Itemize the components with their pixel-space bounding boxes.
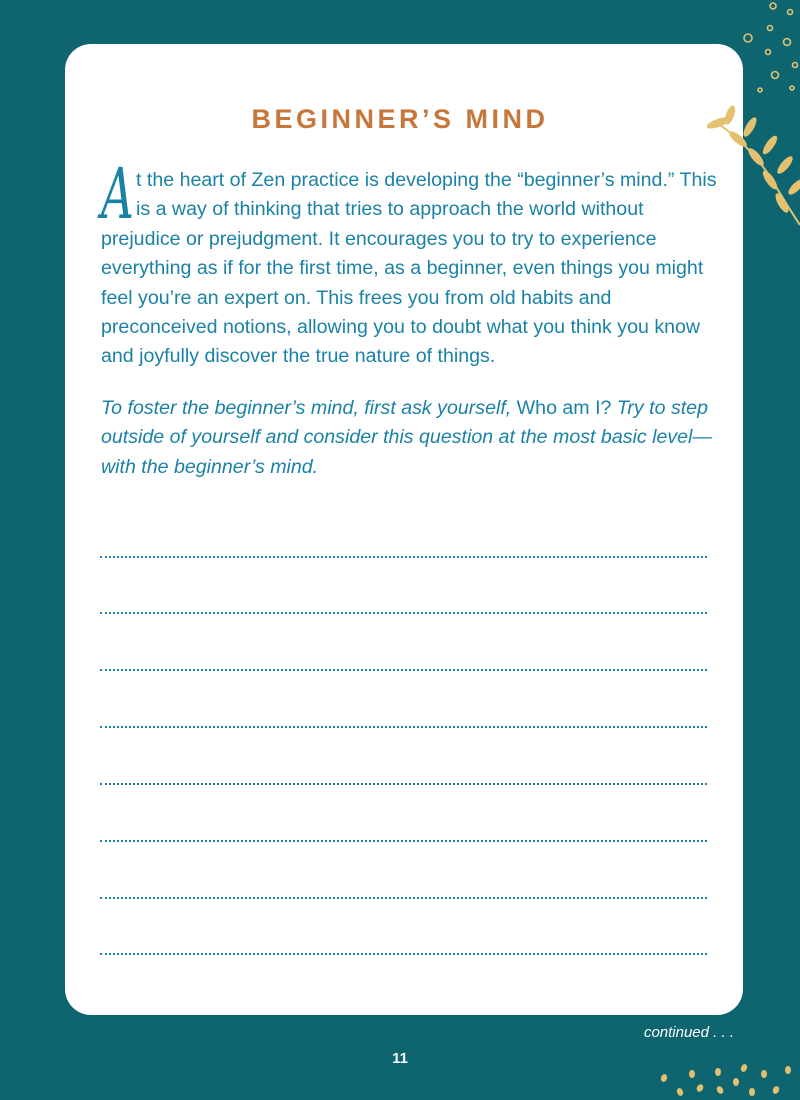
prompt-question: Who am I? bbox=[516, 397, 612, 419]
writing-line[interactable] bbox=[100, 783, 707, 785]
page-title: BEGINNER’S MIND bbox=[251, 104, 549, 134]
writing-line[interactable] bbox=[100, 669, 707, 671]
writing-line[interactable] bbox=[100, 726, 707, 728]
intro-paragraph bbox=[101, 153, 721, 372]
writing-line[interactable] bbox=[100, 840, 707, 842]
prompt-part-2: Try to step outside of yourself and consider this question at the most basic level—with the beginner’s mind. bbox=[101, 397, 713, 478]
intro-text: t the heart of Zen practice is developing the “beginner’s mind.” This is a way of thinking that tries to approach the world without prejudice or prejudgment. It encourages you to try to experience everything as if for the first time, as a beginner, even things you might feel you’re an expert on. This frees you from old habits and preconceived notions, allowing you to doubt what you think you know and joyfully discover the true nature of things. bbox=[101, 169, 717, 368]
writing-line[interactable] bbox=[100, 556, 707, 558]
page-number: 11 bbox=[392, 1050, 408, 1067]
journal-prompt bbox=[101, 394, 721, 482]
gold-dots-icon bbox=[640, 1060, 800, 1100]
writing-line[interactable] bbox=[100, 612, 707, 614]
drop-cap: A bbox=[101, 153, 134, 235]
writing-line[interactable] bbox=[100, 897, 707, 899]
prompt-part-1: To foster the beginner’s mind, first ask yourself, bbox=[101, 397, 512, 419]
writing-line[interactable] bbox=[100, 953, 707, 955]
continued-label: continued . . . bbox=[643, 1024, 734, 1041]
